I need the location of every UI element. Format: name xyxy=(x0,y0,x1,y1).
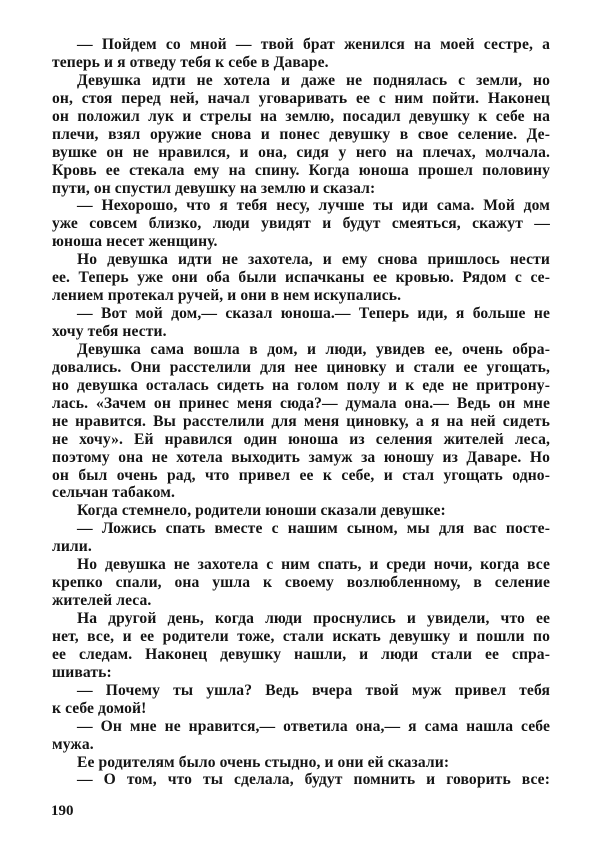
paragraph xyxy=(52,251,550,305)
text-line: жителей леса. xyxy=(52,592,152,610)
text-line: мужа. xyxy=(52,735,94,753)
text-line: лась. «Зачем он принес меня сюда?— думала она.— Ведь он мне xyxy=(52,394,550,412)
text-line: На другой день, когда люди проснулись и увидели, что ее xyxy=(77,610,550,627)
text-line: шивать: xyxy=(52,663,112,681)
page-number: 190 xyxy=(51,803,74,819)
paragraph xyxy=(52,72,550,198)
text-line: Когда стемнело, родители юноши сказали девушке: xyxy=(77,502,446,520)
text-line: нет, все, и ее родители тоже, стали искать девушку и пошли по xyxy=(52,627,550,645)
text-line: ее следам. Наконец девушку нашли, и люди стали ее спра- xyxy=(52,645,550,663)
text-line: — Вот мой дом,— сказал юноша.— Теперь иди, я больше не xyxy=(77,305,550,323)
text-line: но девушка осталась сидеть на голом полу и к еде не притрону- xyxy=(52,376,550,394)
text-line: довались. Они расстелили для нее циновку и стали ее угощать, xyxy=(52,358,550,376)
paragraph xyxy=(52,682,550,718)
paragraph xyxy=(52,718,550,754)
text-line: Но девушка не захотела с ним спать, и среди ночи, когда все xyxy=(77,556,550,574)
text-line: юноша несет женщину. xyxy=(52,233,218,251)
text-line: — Пойдем со мной — твой брат женился на моей сестре, а xyxy=(77,36,550,53)
paragraph xyxy=(52,502,550,520)
text-line: — Ложись спать вместе с нашим сыном, мы для вас посте- xyxy=(77,520,550,538)
paragraph xyxy=(52,520,550,556)
text-line: крепко спали, она ушла к своему возлюбленному, в селение xyxy=(52,574,550,592)
text-line: не нравится. Вы расстелили для меня циновку, а я на ней сидеть xyxy=(52,412,550,430)
text-line: — Нехорошо, что я тебя несу, лучше ты иди сама. Мой дом xyxy=(77,197,550,215)
text-line: — Почему ты ушла? Ведь вчера твой муж привел тебя xyxy=(77,681,550,699)
paragraph xyxy=(52,341,550,502)
text-line: ее. Теперь уже они оба были испачканы ее кровью. Рядом с се- xyxy=(52,269,550,287)
paragraph xyxy=(52,771,550,789)
text-line: поэтому она не хотела выходить замуж за юношу из Даваре. Но xyxy=(52,448,550,466)
text-line: Ее родителям было очень стыдно, и они ей сказали: xyxy=(77,753,450,771)
text-line: он, стоя перед ней, начал уговаривать ее с ним пойти. Наконец xyxy=(52,89,550,107)
paragraph xyxy=(52,610,550,682)
text-line: Но девушка идти не захотела, и ему снова пришлось нести xyxy=(77,251,550,269)
text-line: он был очень рад, что привел ее к себе, и стал угощать одно- xyxy=(52,466,550,484)
text-line: лением протекал ручей, и они в нем искупались. xyxy=(52,287,402,305)
text-line: плечи, взял оружие снова и понес девушку в свое селение. Де- xyxy=(52,125,550,143)
text-line: Девушка сама вошла в дом, и люди, увидев ее, очень обра- xyxy=(77,340,550,358)
text-line: хочу тебя нести. xyxy=(52,323,167,340)
paragraph xyxy=(52,754,550,772)
text-line: теперь и я отведу тебя к себе в Даваре. xyxy=(52,53,329,71)
page-body-text xyxy=(52,36,550,789)
text-line: — Он мне не нравится,— ответила она,— я сама нашла себе xyxy=(77,717,550,735)
text-line: сельчан табаком. xyxy=(52,484,175,502)
text-line: он положил лук и стрелы на землю, посадил девушку к себе на xyxy=(52,107,550,125)
text-line: Кровь ее стекала ему на спину. Когда юноша прошел половину xyxy=(52,161,550,179)
text-line: Девушка идти не хотела и даже не поднялась с земли, но xyxy=(77,71,550,89)
text-line: — О том, что ты сделала, будут помнить и говорить все: xyxy=(77,771,550,789)
text-line: лили. xyxy=(52,538,92,556)
paragraph xyxy=(52,36,550,72)
text-line: пути, он спустил девушку на землю и сказал: xyxy=(52,179,376,197)
text-line: вушке он не нравился, и она, сидя у него на плечах, молчала. xyxy=(52,143,550,161)
text-line: к себе домой! xyxy=(52,699,147,717)
text-line: не хочу». Ей нравился один юноша из селения жителей леса, xyxy=(52,430,550,448)
text-line: уже совсем близко, люди увидят и будут смеяться, скажут — xyxy=(52,215,550,233)
paragraph xyxy=(52,305,550,341)
paragraph xyxy=(52,197,550,251)
paragraph xyxy=(52,556,550,610)
